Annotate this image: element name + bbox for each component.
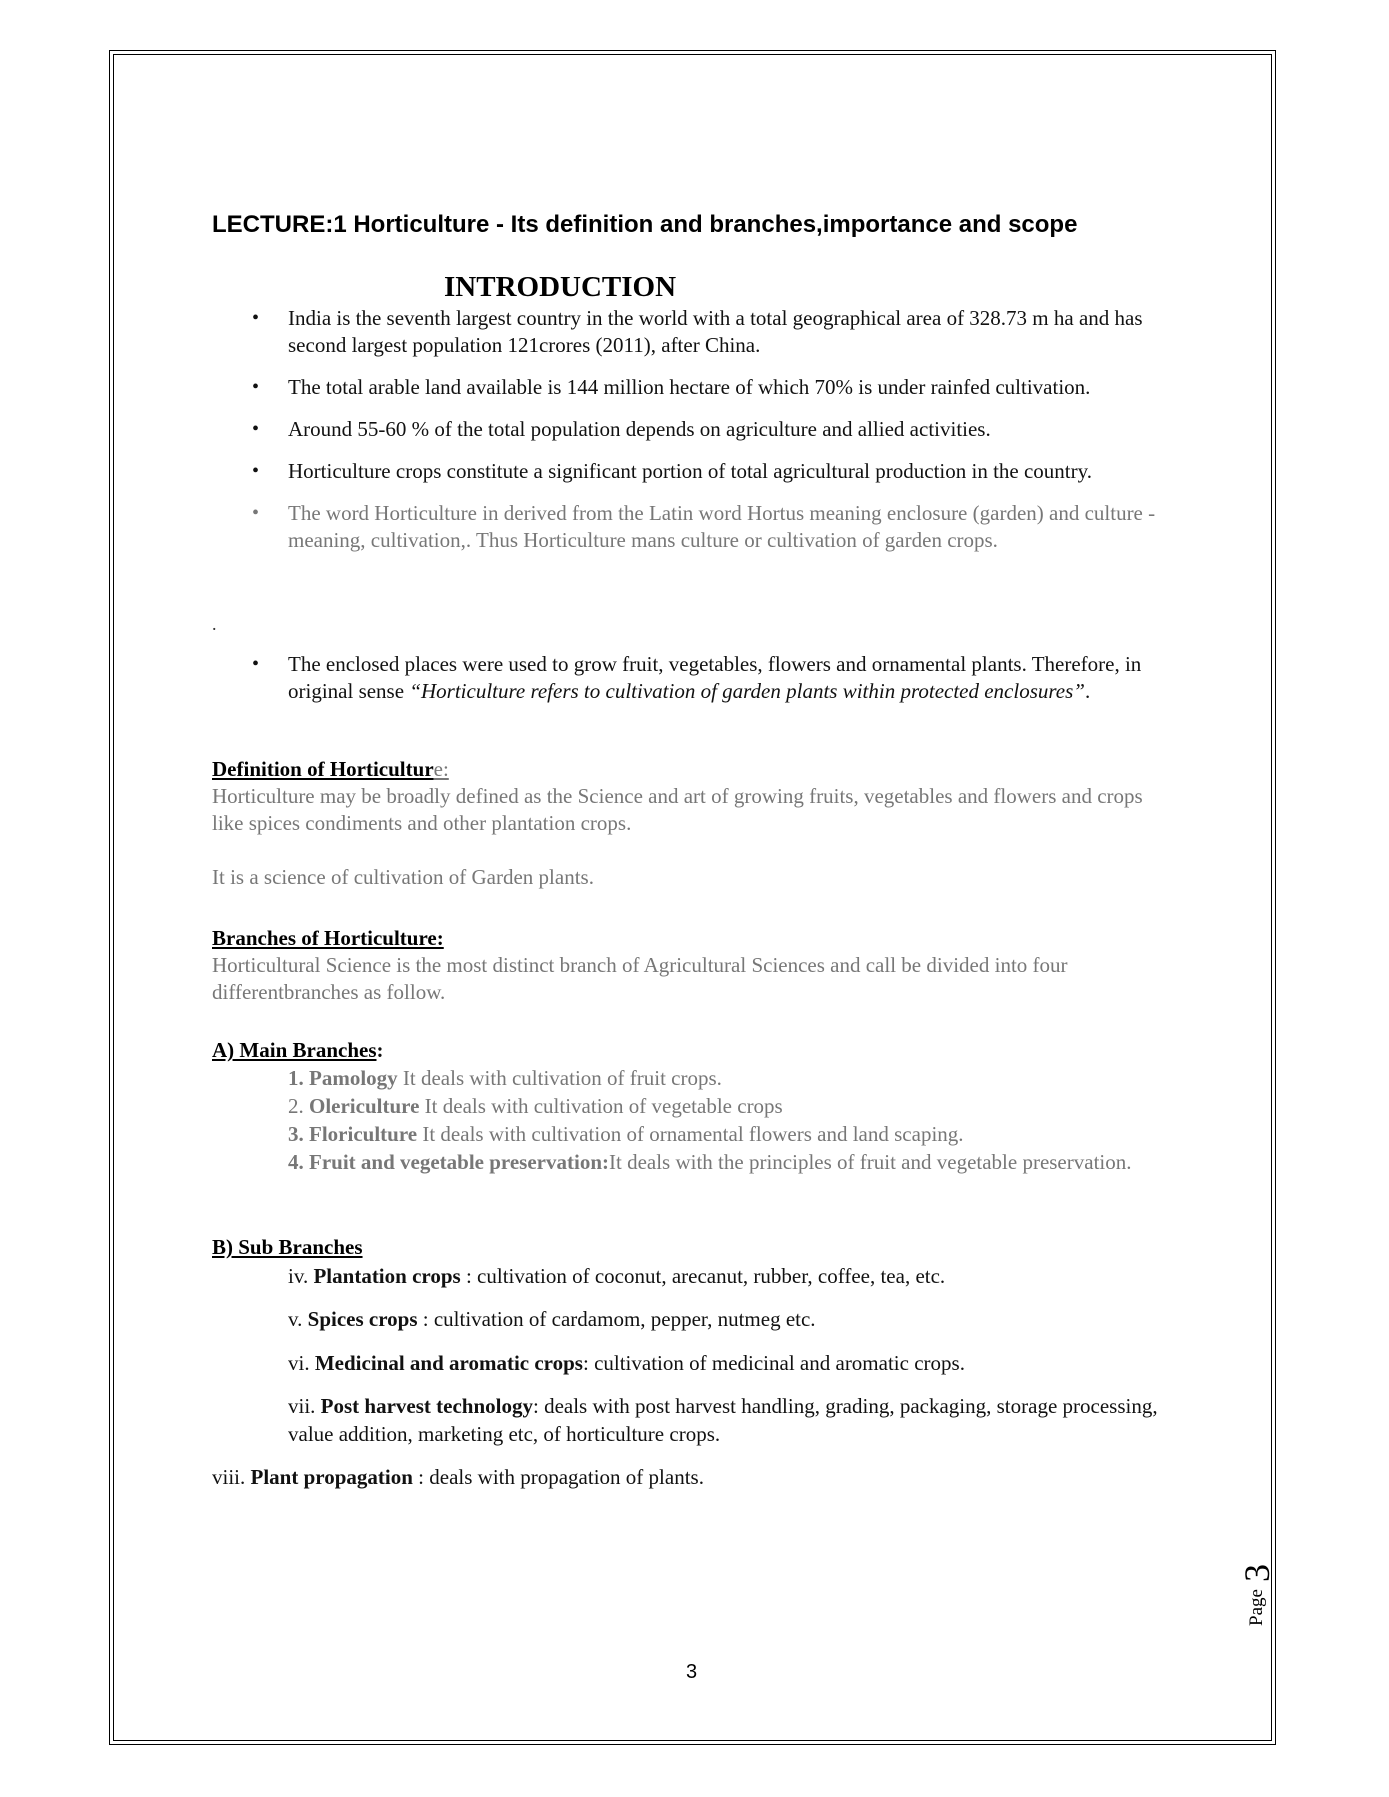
- bullet-text: The total arable land available is 144 million hectare of which 70% is under rainfed cultivation.: [288, 375, 1091, 399]
- main-branch-name: Olericulture: [309, 1094, 420, 1118]
- bullet-item: [232, 305, 1192, 359]
- bullet-end: .: [1084, 679, 1091, 703]
- main-branch-name: Fruit and vegetable preservation:: [309, 1150, 609, 1174]
- bullet-list-enclosed: [232, 651, 1192, 705]
- sub-branch-name: Medicinal and aromatic crops: [314, 1351, 583, 1375]
- definition-text-2: It is a science of cultivation of Garden plants.: [212, 865, 594, 889]
- main-branches-heading-row: [212, 1037, 384, 1064]
- main-branch-item: 1. Pamology It deals with cultivation of fruit crops.: [288, 1066, 722, 1090]
- branches-section: [212, 925, 1172, 1006]
- sub-branch-item: iv. Plantation crops : cultivation of coconut, arecanut, rubber, coffee, tea, etc.: [288, 1264, 946, 1288]
- main-branches-colon: :: [376, 1038, 384, 1062]
- bullet-text: The enclosed places were used to grow fruit, vegetables, flowers and ornamental plants. Therefore, in original sense: [288, 652, 1142, 703]
- main-branch-item: 4. Fruit and vegetable preservation:It deals with the principles of fruit and vegetable preservation.: [288, 1150, 1132, 1174]
- definition-heading: Definition of Horticultur: [212, 757, 434, 781]
- sub-branch-name: Post harvest technology: [320, 1394, 533, 1418]
- bullet-item: [232, 500, 1192, 554]
- main-branch-name: Pamology: [309, 1066, 398, 1090]
- sub-branches-heading-row: [212, 1234, 363, 1261]
- sub-branch-item: vii. Post harvest technology: deals with post harvest handling, grading, packaging, storage processing, value addition, marketing etc, of horticulture crops.: [288, 1394, 1158, 1446]
- main-branch-item: 2. Olericulture It deals with cultivation of vegetable crops: [288, 1094, 783, 1118]
- page-label-number: 3: [1237, 1564, 1277, 1582]
- sub-branch-item: viii. Plant propagation : deals with propagation of plants.: [212, 1465, 704, 1489]
- bullet-item: [232, 374, 1192, 401]
- lecture-title: LECTURE:1 Horticulture - Its definition and branches,importance and scope: [212, 211, 1078, 238]
- main-branches-heading: A) Main Branches: [212, 1038, 377, 1062]
- bullet-dot-icon: •: [252, 653, 260, 675]
- definition-text: Horticulture may be broadly defined as the Science and art of growing fruits, vegetables and flowers and crops like spices condiments and other plantation crops.: [212, 784, 1143, 835]
- bullet-item: [232, 416, 1192, 443]
- main-branch-item: 3. Floriculture It deals with cultivation of ornamental flowers and land scaping.: [288, 1122, 964, 1146]
- bullet-text: Horticulture crops constitute a significant portion of total agricultural production in the country.: [288, 459, 1093, 483]
- bullet-dot-icon: •: [252, 307, 260, 329]
- sub-branches-heading: B) Sub Branches: [212, 1235, 363, 1259]
- introduction-bullet-list: [232, 305, 1192, 554]
- introduction-heading: INTRODUCTION: [444, 271, 677, 303]
- sub-branch-name: Plant propagation: [250, 1465, 413, 1489]
- bullet-dot-icon: •: [252, 502, 260, 524]
- bullet-text: Around 55-60 % of the total population depends on agriculture and allied activities.: [288, 417, 991, 441]
- bullet-item: [232, 651, 1192, 705]
- sub-branch-item: vi. Medicinal and aromatic crops: cultivation of medicinal and aromatic crops.: [288, 1351, 965, 1375]
- bullet-text: The word Horticulture in derived from the Latin word Hortus meaning enclosure (garden) and culture - meaning, cultivation,. Thus Horticulture mans culture or cultivation of garden crops.: [288, 501, 1156, 552]
- sub-branch-name: Spices crops: [307, 1307, 418, 1331]
- bullet-dot-icon: •: [252, 376, 260, 398]
- stray-period: .: [212, 614, 217, 634]
- bullet-text: India is the seventh largest country in the world with a total geographical area of 328.73 m ha and has second largest population 121crores (2011), after China.: [288, 306, 1143, 357]
- main-branch-name: Floriculture: [309, 1122, 418, 1146]
- definition-heading-tail: e:: [433, 757, 449, 781]
- branches-heading: Branches of Horticulture:: [212, 926, 444, 950]
- bullet-dot-icon: •: [252, 418, 260, 440]
- sub-branch-name: Plantation crops: [313, 1264, 461, 1288]
- bullet-italic-quote: “Horticulture refers to cultivation of garden plants within protected enclosures”: [409, 679, 1085, 703]
- bullet-dot-icon: •: [252, 460, 260, 482]
- sub-branch-item: v. Spices crops : cultivation of cardamom, pepper, nutmeg etc.: [288, 1307, 816, 1331]
- page-number: 3: [686, 1661, 698, 1683]
- bullet-item: [232, 458, 1192, 485]
- page-label: Page: [1246, 1589, 1267, 1626]
- page-margin-label: [1226, 1560, 1280, 1632]
- branches-text: Horticultural Science is the most distinct branch of Agricultural Sciences and call be divided into four differentbranches as follow.: [212, 953, 1068, 1004]
- definition-section: [212, 756, 1172, 891]
